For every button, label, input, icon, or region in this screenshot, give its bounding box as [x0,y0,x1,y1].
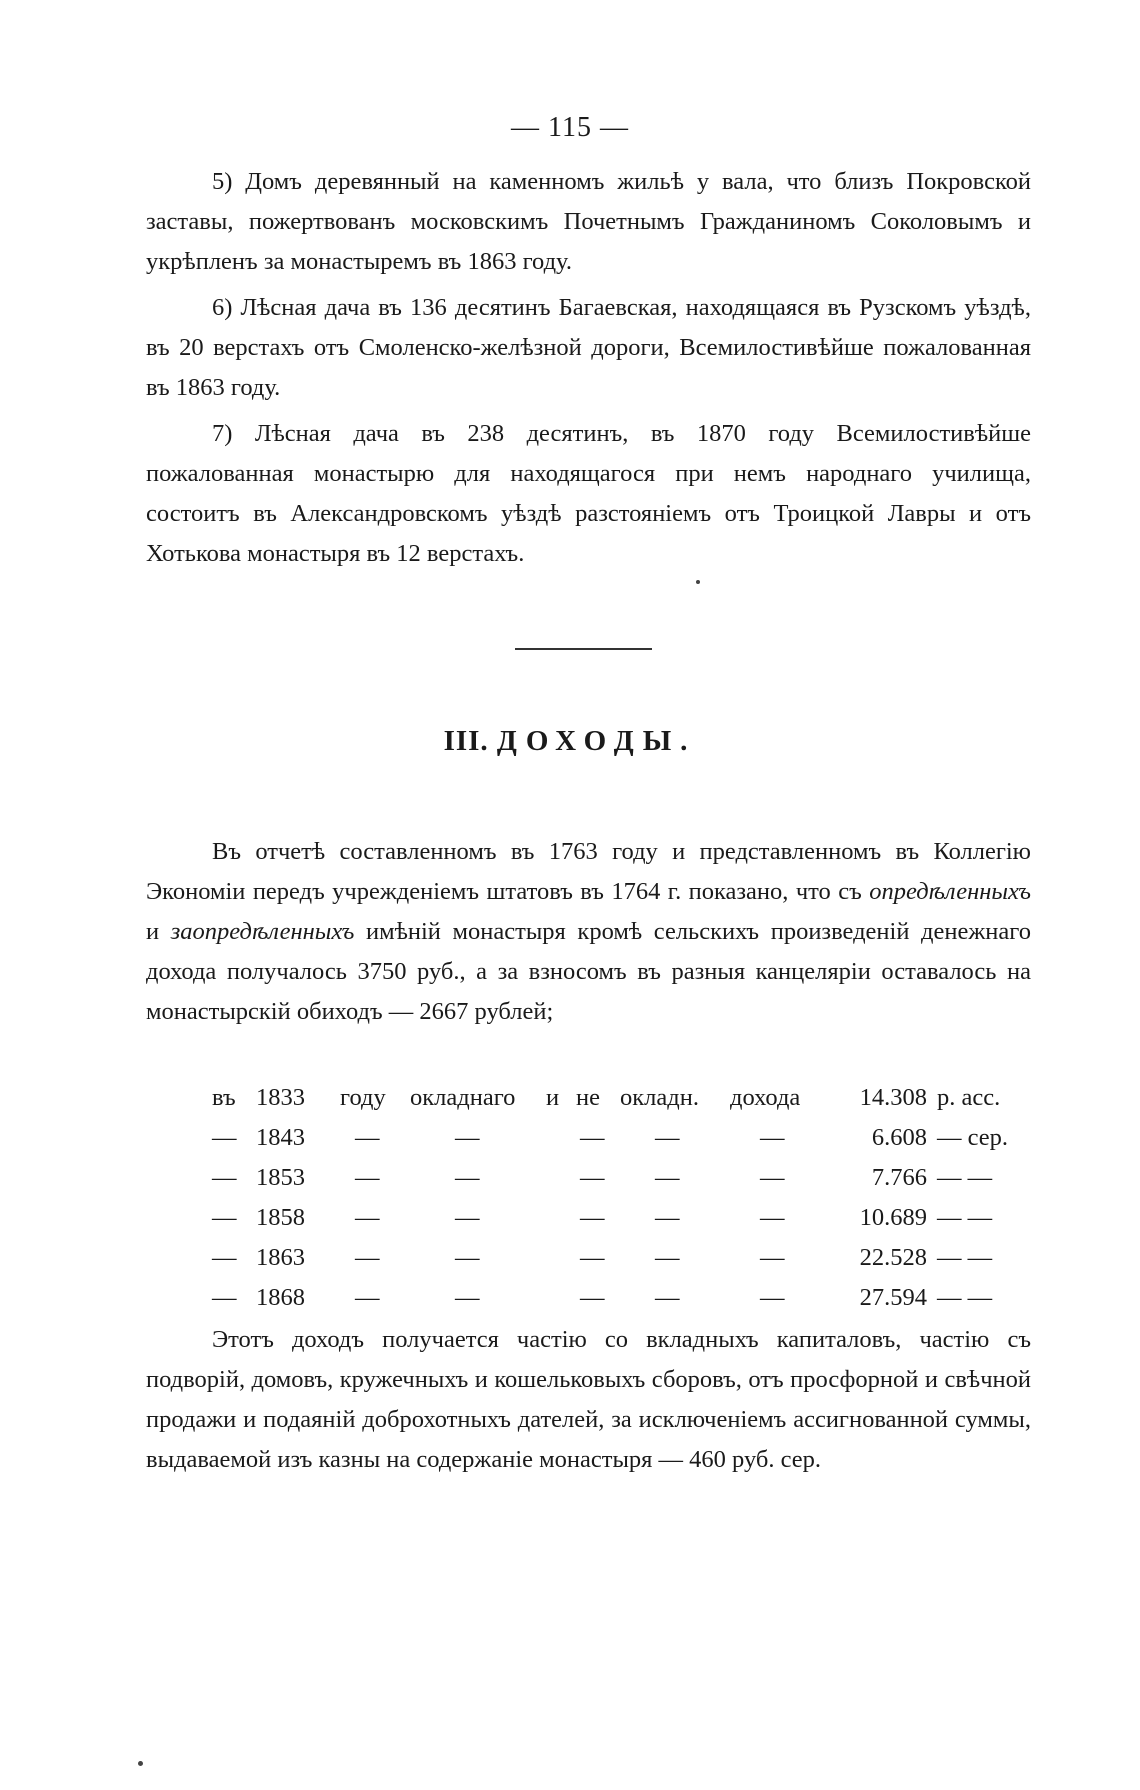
income-unit: — — [937,1284,993,1311]
intro-italic-1: опредѣленныхъ [869,878,1031,905]
income-desc: — [580,1124,605,1151]
income-unit: р. асс. [937,1084,1001,1111]
income-desc: — [355,1284,380,1311]
print-speck [138,1761,143,1766]
income-desc: — [580,1164,605,1191]
income-unit: — — [937,1244,993,1271]
intro-text-3: имѣній монастыря кромѣ сельскихъ произведеній денежнаго дохода получалось 3750 руб., а за взносомъ въ разныя канцеляріи оставалось на монастырскій обиходъ — 2667 рублей; [146,918,1031,1025]
income-year: 1853 [256,1164,305,1191]
income-sources-paragraph: Этотъ доходъ получается частію со вкладныхъ капиталовъ, частію съ подворій, домовъ, кружечныхъ и кошельковыхъ сборовъ, отъ просфорной и свѣчной продажи и подаяній доброхотныхъ дателей, за исключеніемъ ассигнованной суммы, выдаваемой изъ казны на содержаніе монастыря — 460 руб. сер. [146,1326,1031,1473]
income-prefix: въ [212,1084,236,1111]
income-intro-paragraph [146,832,1031,1032]
income-desc: — [760,1284,785,1311]
income-prefix: — [212,1164,237,1191]
income-unit: — — [937,1204,993,1231]
income-prefix: — [212,1124,237,1151]
income-unit: — сер. [937,1124,1009,1151]
income-amount: 27.594 [859,1284,927,1311]
income-row [0,1244,1140,1284]
income-desc: — [580,1204,605,1231]
income-year: 1868 [256,1284,305,1311]
income-prefix: — [212,1284,237,1311]
income-row [0,1284,1140,1324]
income-desc: — [355,1244,380,1271]
income-sources [146,1320,1031,1480]
intro-text-2: и [146,918,171,945]
intro-text-1: Въ отчетѣ составленномъ въ 1763 году и представленномъ въ Коллегію Экономіи передъ учрежденіемъ штатовъ въ 1764 г. показано, что съ [146,838,1031,905]
income-desc: — [760,1164,785,1191]
income-desc: дохода [730,1084,801,1111]
income-desc: — [655,1204,680,1231]
income-desc: — [760,1244,785,1271]
income-desc: — [760,1204,785,1231]
income-desc: — [655,1164,680,1191]
income-desc: — [355,1124,380,1151]
section-heading [0,725,1140,758]
section-title: ДОХОДЫ. [496,725,697,757]
income-prefix: — [212,1244,237,1271]
income-year: 1833 [256,1084,305,1111]
income-desc: — [355,1164,380,1191]
income-desc: — [455,1284,480,1311]
income-row [0,1124,1140,1164]
income-desc: — [455,1204,480,1231]
income-desc: — [455,1124,480,1151]
income-year: 1843 [256,1124,305,1151]
income-desc: — [455,1164,480,1191]
income-unit: — — [937,1164,993,1191]
income-desc: — [355,1204,380,1231]
income-desc: — [655,1284,680,1311]
income-desc: — [760,1124,785,1151]
intro-italic-2: заопредѣленныхъ [170,918,355,945]
income-row [0,1164,1140,1204]
income-desc: — [580,1284,605,1311]
income-desc: окладн. [620,1084,699,1111]
income-desc: — [655,1244,680,1271]
income-desc: окладнаго [410,1084,516,1111]
income-year: 1858 [256,1204,305,1231]
income-amount: 6.608 [871,1124,927,1151]
income-amount: 10.689 [859,1204,927,1231]
income-desc: не [576,1084,600,1111]
income-intro [146,832,1031,1032]
section-divider [515,648,652,650]
income-prefix: — [212,1204,237,1231]
property-item-7: 7) Лѣсная дача въ 238 десятинъ, въ 1870 году Всемилостивѣйше пожалованная монастырю для находящагося при немъ народнаго училища, состоитъ въ Александровскомъ уѣздѣ разстояніемъ отъ Троицкой Лавры и отъ Хотькова монастыря въ 12 верстахъ. [146,420,1031,567]
income-desc: и [546,1084,560,1111]
property-item-5: 5) Домъ деревянный на каменномъ жильѣ у вала, что близъ Покровской заставы, пожертвованъ московскимъ Почетнымъ Гражданиномъ Соколовымъ и укрѣпленъ за монастыремъ въ 1863 году. [146,168,1031,275]
income-row [0,1084,1140,1124]
page-number: — 115 — [511,112,629,143]
income-amount: 22.528 [859,1244,927,1271]
income-row [0,1204,1140,1244]
property-list [146,162,1031,574]
income-amount: 7.766 [871,1164,927,1191]
income-table [0,1084,1140,1330]
section-number: III. [443,725,489,757]
property-item-6: 6) Лѣсная дача въ 136 десятинъ Багаевская, находящаяся въ Рузскомъ уѣздѣ, въ 20 верстахъ отъ Смоленско-желѣзной дороги, Всемилостивѣйше пожалованная въ 1863 году. [146,294,1031,401]
income-desc: — [655,1124,680,1151]
print-speck [696,580,700,584]
income-amount: 14.308 [859,1084,927,1111]
income-year: 1863 [256,1244,305,1271]
income-desc: году [340,1084,386,1111]
income-desc: — [455,1244,480,1271]
income-desc: — [580,1244,605,1271]
